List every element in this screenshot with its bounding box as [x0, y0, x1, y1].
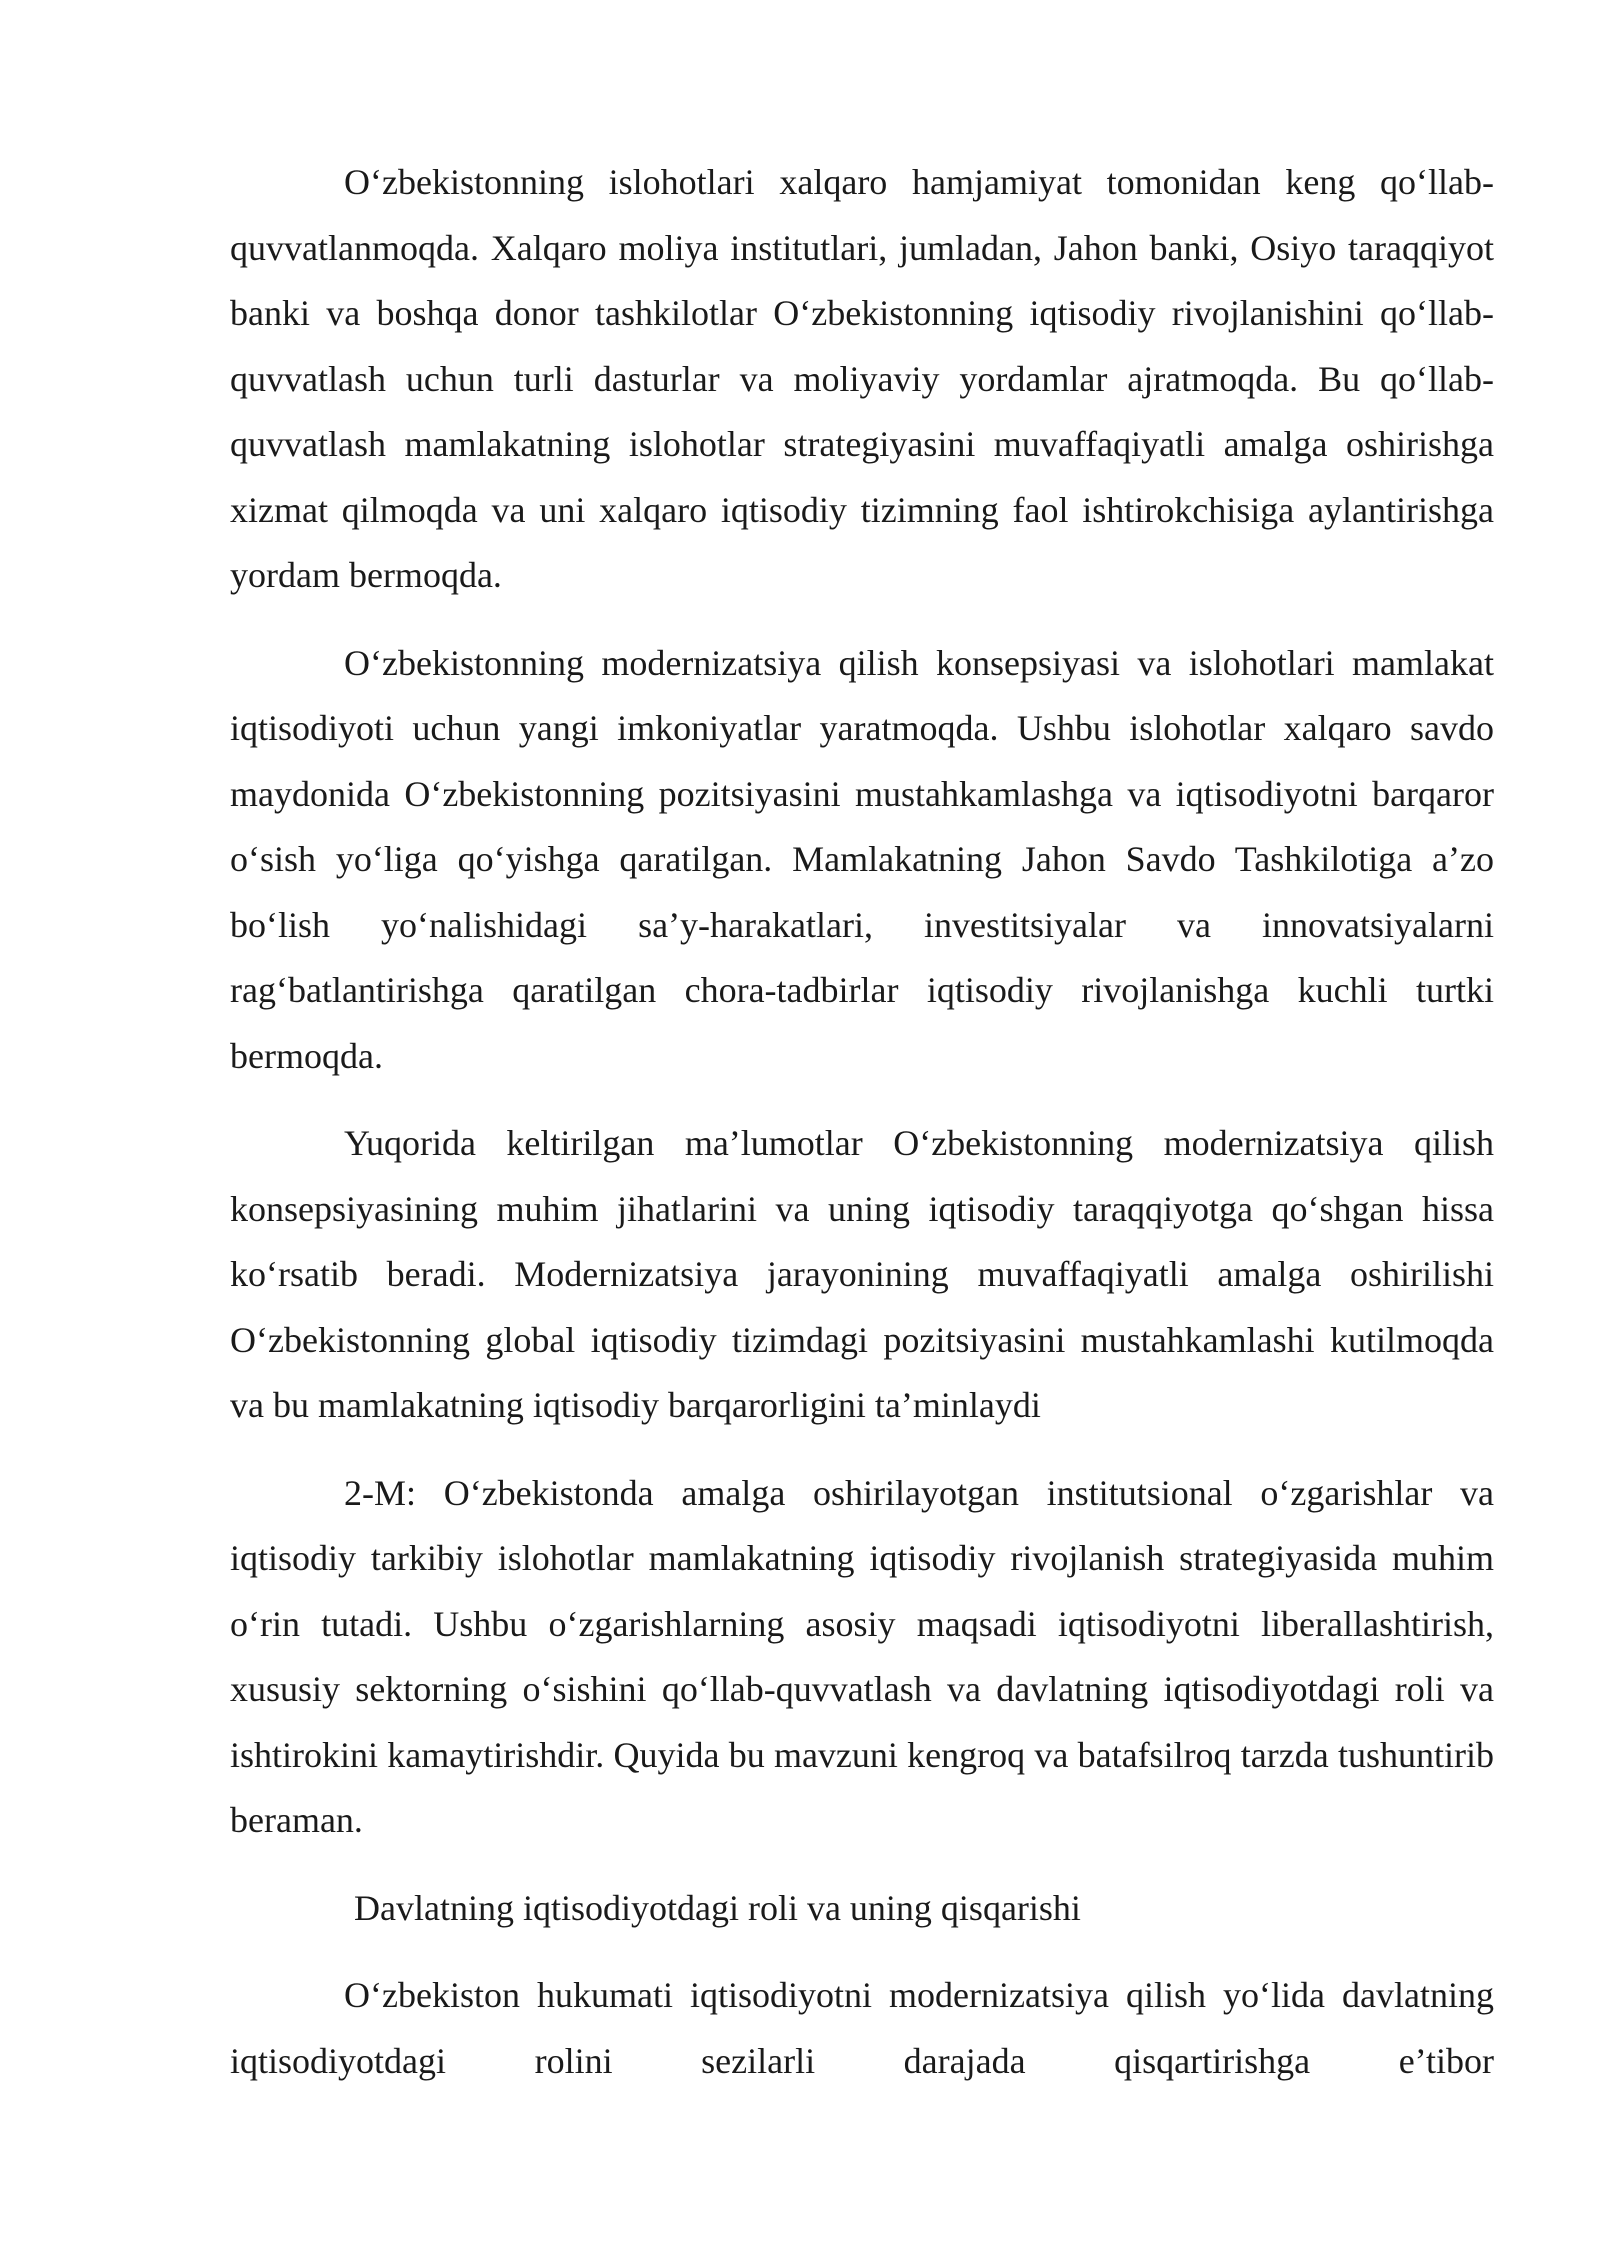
document-page: [230, 150, 1494, 2116]
section-heading: Davlatning iqtisodiyotdagi roli va uning qisqarishi: [354, 1887, 1081, 1928]
paragraph-international-support: O‘zbekistonning islohotlari xalqaro hamjamiyat tomonidan keng qo‘llab-quvvatlanmoqda. Xalqaro moliya institutlari, jumladan, Jahon banki, Osiyo taraqqiyot banki va boshqa donor tashkilotlar O‘zbekistonning iqtisodiy rivojlanishini qo‘llab-quvvatlash uchun turli dasturlar va moliyaviy yordamlar ajratmoqda. Bu qo‘llab-quvvatlash mamlakatning islohotlar strategiyasini muvaffaqiyatli amalga oshirishga xizmat qilmoqda va uni xalqaro iqtisodiy tizimning faol ishtirokchisiga aylantirishga yordam bermoqda.: [230, 162, 1494, 595]
paragraph-institutional-changes: 2-M: O‘zbekistonda amalga oshirilayotgan institutsional o‘zgarishlar va iqtisodiy tarkibiy islohotlar mamlakatning iqtisodiy rivojlanish strategiyasida muhim o‘rin tutadi. Ushbu o‘zgarishlarning asosiy maqsadi iqtisodiyotni liberallashtirish, xususiy sektorning o‘sishini qo‘llab-quvvatlash va davlatning iqtisodiyotdagi roli va ishtirokini kamaytirishdir. Quyida bu mavzuni kengroq va batafsilroq tarzda tushuntirib beraman.: [230, 1472, 1494, 1840]
paragraph-government-role: O‘zbekiston hukumati iqtisodiyotni modernizatsiya qilish yo‘lida davlatning iqtisodiyotdagi rolini sezilarli darajada qisqartirishga e’tibor: [230, 1975, 1494, 2081]
paragraph-modernization-concept: O‘zbekistonning modernizatsiya qilish konsepsiyasi va islohotlari mamlakat iqtisodiyoti uchun yangi imkoniyatlar yaratmoqda. Ushbu islohotlar xalqaro savdo maydonida O‘zbekistonning pozitsiyasini mustahkamlashga va iqtisodiyotni barqaror o‘sish yo‘liga qo‘yishga qaratilgan. Mamlakatning Jahon Savdo Tashkilotiga a’zo bo‘lish yo‘nalishidagi sa’y-harakatlari, investitsiyalar va innovatsiyalarni rag‘batlantirishga qaratilgan chora-tadbirlar iqtisodiy rivojlanishga kuchli turtki bermoqda.: [230, 642, 1494, 1076]
paragraph-summary: Yuqorida keltirilgan ma’lumotlar O‘zbekistonning modernizatsiya qilish konsepsiyasining muhim jihatlarini va uning iqtisodiy taraqqiyotga qo‘shgan hissa ko‘rsatib beradi. Modernizatsiya jarayonining muvaffaqiyatli amalga oshirilishi O‘zbekistonning global iqtisodiy tizimdagi pozitsiyasini mustahkamlashi kutilmoqda va bu mamlakatning iqtisodiy barqarorligini ta’minlaydi: [230, 1123, 1494, 1425]
